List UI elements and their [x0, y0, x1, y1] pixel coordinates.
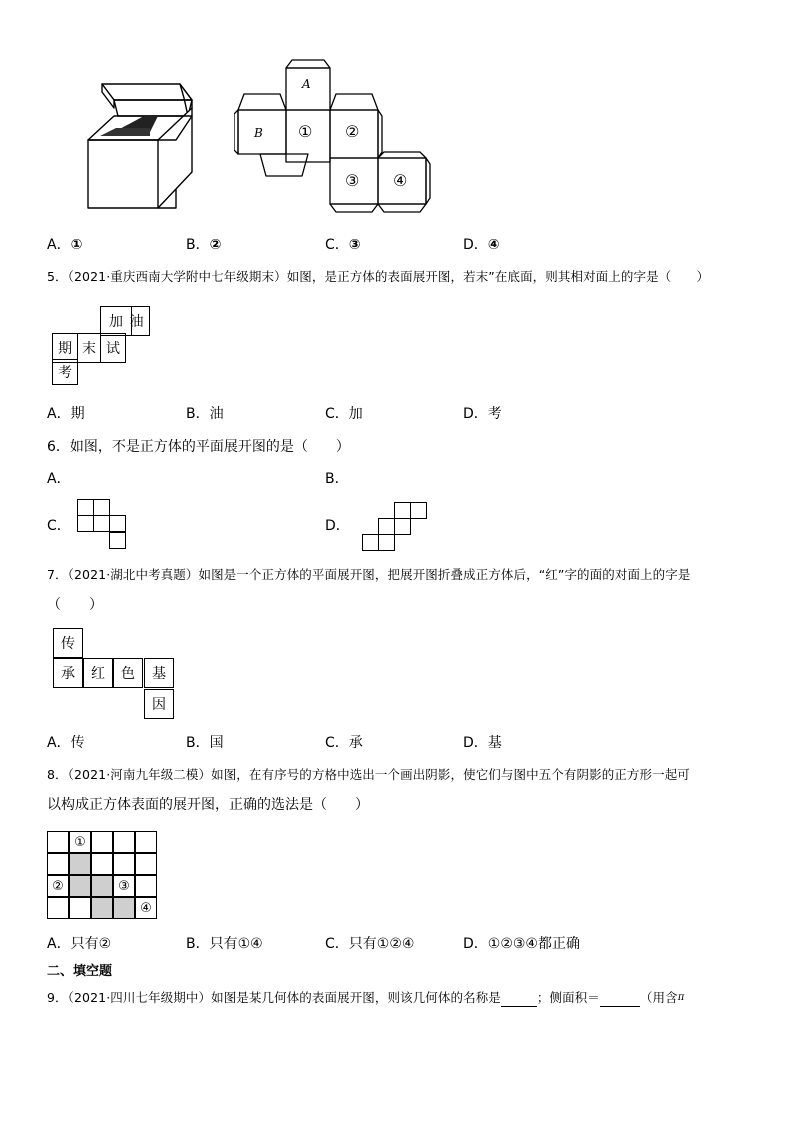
cube-net-figure	[234, 58, 432, 216]
option-text: 只有②	[70, 936, 112, 952]
option-letter: D．	[463, 406, 488, 422]
grid-cell	[91, 831, 113, 853]
option-letter: A．	[47, 237, 71, 253]
q5-cell-qi: 期	[52, 333, 78, 363]
q4-option-d[interactable]	[463, 236, 500, 254]
option-letter: C．	[325, 237, 349, 253]
q9-text-part2: ；侧面积＝	[536, 990, 600, 1005]
q9-text-part1: 9．（2021·四川七年级期中）如图是某几何体的表面展开图，则该几何体的名称是	[47, 990, 501, 1005]
q8-grid	[47, 831, 157, 919]
grid-cell	[69, 897, 91, 919]
q6-option-d[interactable]: D．	[325, 518, 350, 534]
q5-cell-jia: 加	[100, 306, 132, 336]
option-letter: D．	[463, 237, 488, 253]
grid-cell	[91, 853, 113, 875]
grid-cell	[135, 875, 157, 897]
q9-text-part3: （用含	[639, 990, 678, 1005]
option-letter: C．	[325, 735, 349, 751]
q8-option-c[interactable]	[325, 935, 414, 953]
q5-cell-kao: 考	[52, 359, 78, 385]
option-text: 只有①④	[209, 936, 263, 952]
option-letter: D．	[463, 735, 488, 751]
net-square	[378, 518, 395, 535]
option-text: 期	[70, 406, 85, 422]
net-label-a: A	[302, 77, 311, 91]
net-label-1: ①	[298, 122, 313, 141]
net-square	[394, 518, 411, 535]
shaded-cell	[91, 897, 113, 919]
net-label-4: ④	[393, 171, 408, 190]
option-letter: B．	[186, 735, 210, 751]
net-label-b: B	[254, 126, 263, 140]
grid-cell	[47, 831, 69, 853]
q4-option-c[interactable]	[325, 236, 361, 254]
option-text: ①	[70, 237, 83, 253]
net-square	[93, 499, 110, 516]
shaded-cell	[69, 875, 91, 897]
grid-cell-2[interactable]: ②	[47, 875, 69, 897]
option-letter: A．	[47, 406, 71, 422]
option-letter: A．	[47, 735, 71, 751]
q7-cell-hong: 红	[83, 658, 113, 688]
grid-cell	[113, 853, 135, 875]
q7-option-c[interactable]	[325, 734, 363, 752]
net-square	[394, 502, 411, 519]
option-letter: C．	[325, 936, 349, 952]
grid-cell-4[interactable]: ④	[135, 897, 157, 919]
net-square	[109, 532, 126, 549]
q5-option-c[interactable]	[325, 405, 363, 423]
grid-cell	[47, 897, 69, 919]
net-square	[109, 515, 126, 532]
net-label-2: ②	[345, 122, 360, 141]
q5-cell-mo: 末	[77, 333, 101, 363]
option-letter: D．	[463, 936, 488, 952]
option-text: ③	[348, 237, 361, 253]
q7-option-a[interactable]	[47, 734, 85, 752]
option-letter: B．	[186, 936, 210, 952]
q8-option-a[interactable]	[47, 935, 111, 953]
option-text: 基	[487, 735, 502, 751]
q6-stem: 6．如图，不是正方体的平面展开图的是（ ）	[47, 439, 350, 455]
net-square	[77, 499, 94, 516]
q9-stem	[47, 989, 684, 1007]
shaded-cell	[69, 853, 91, 875]
q8-option-b[interactable]	[186, 935, 263, 953]
option-text: 承	[348, 735, 363, 751]
q5-option-d[interactable]	[463, 405, 502, 423]
net-label-3: ③	[345, 171, 360, 190]
q7-cell-se: 色	[113, 658, 143, 688]
option-text: 传	[70, 735, 85, 751]
shaded-cell	[91, 875, 113, 897]
option-text: 只有①②④	[348, 936, 415, 952]
q5-option-b[interactable]	[186, 405, 224, 423]
grid-cell	[135, 831, 157, 853]
grid-cell	[47, 853, 69, 875]
q8-stem-line1: 8．（2021·河南九年级二模）如图，在有序号的方格中选出一个画出阴影，使它们与图中五个有阴影的正方形一起可	[47, 767, 690, 782]
q5-option-a[interactable]	[47, 405, 85, 423]
pi-symbol: π	[677, 992, 685, 1003]
option-text: ②	[209, 237, 222, 253]
q7-stem-line2: （ ）	[47, 597, 103, 613]
q5-stem: 5．（2021·重庆西南大学附中七年级期末）如图，是正方体的表面展开图，若末”在底面，则其相对面上的字是（ ）	[47, 269, 710, 284]
option-letter: C．	[325, 406, 349, 422]
net-square	[410, 502, 427, 519]
grid-cell	[113, 831, 135, 853]
q4-option-a[interactable]	[47, 236, 82, 254]
net-square	[93, 515, 110, 532]
q7-cell-yin: 因	[144, 689, 174, 719]
open-box-figure	[80, 78, 200, 210]
shaded-cell	[113, 897, 135, 919]
option-letter: A．	[47, 936, 71, 952]
option-text: 考	[487, 406, 502, 422]
q7-cell-ji: 基	[144, 658, 174, 688]
section-title: 二、填空题	[47, 964, 113, 979]
q6-option-a[interactable]: A．	[47, 471, 71, 487]
q8-stem-line2: 以构成正方体表面的展开图，正确的选法是（ ）	[47, 797, 369, 813]
net-square	[77, 515, 94, 532]
option-letter: B．	[186, 406, 210, 422]
q9-blank-area[interactable]	[600, 992, 640, 1007]
q9-blank-name[interactable]	[501, 992, 537, 1007]
option-text: 加	[348, 406, 363, 422]
option-text: 国	[209, 735, 224, 751]
q7-option-d[interactable]	[463, 734, 502, 752]
grid-cell-1[interactable]: ①	[69, 831, 91, 853]
option-text: ①②③④都正确	[487, 936, 580, 952]
q5-cell-you: 油	[124, 306, 150, 336]
net-square	[378, 534, 395, 551]
q5-cell-shi: 试	[100, 333, 126, 363]
grid-cell	[135, 853, 157, 875]
net-square	[362, 534, 379, 551]
q7-option-b[interactable]	[186, 734, 224, 752]
grid-cell-3[interactable]: ③	[113, 875, 135, 897]
option-letter: B．	[186, 237, 210, 253]
q7-cell-chuan: 传	[53, 628, 83, 658]
q4-option-b[interactable]	[186, 236, 221, 254]
q7-stem-line1: 7．（2021·湖北中考真题）如图是一个正方体的平面展开图，把展开图折叠成正方体后，“红”字的面的对面上的字是	[47, 567, 691, 582]
q6-option-c[interactable]: C．	[47, 518, 71, 534]
q6-option-b[interactable]: B．	[325, 471, 349, 487]
option-text: 油	[209, 406, 224, 422]
option-text: ④	[487, 237, 500, 253]
q8-option-d[interactable]	[463, 935, 580, 953]
q7-cell-cheng: 承	[53, 658, 83, 688]
